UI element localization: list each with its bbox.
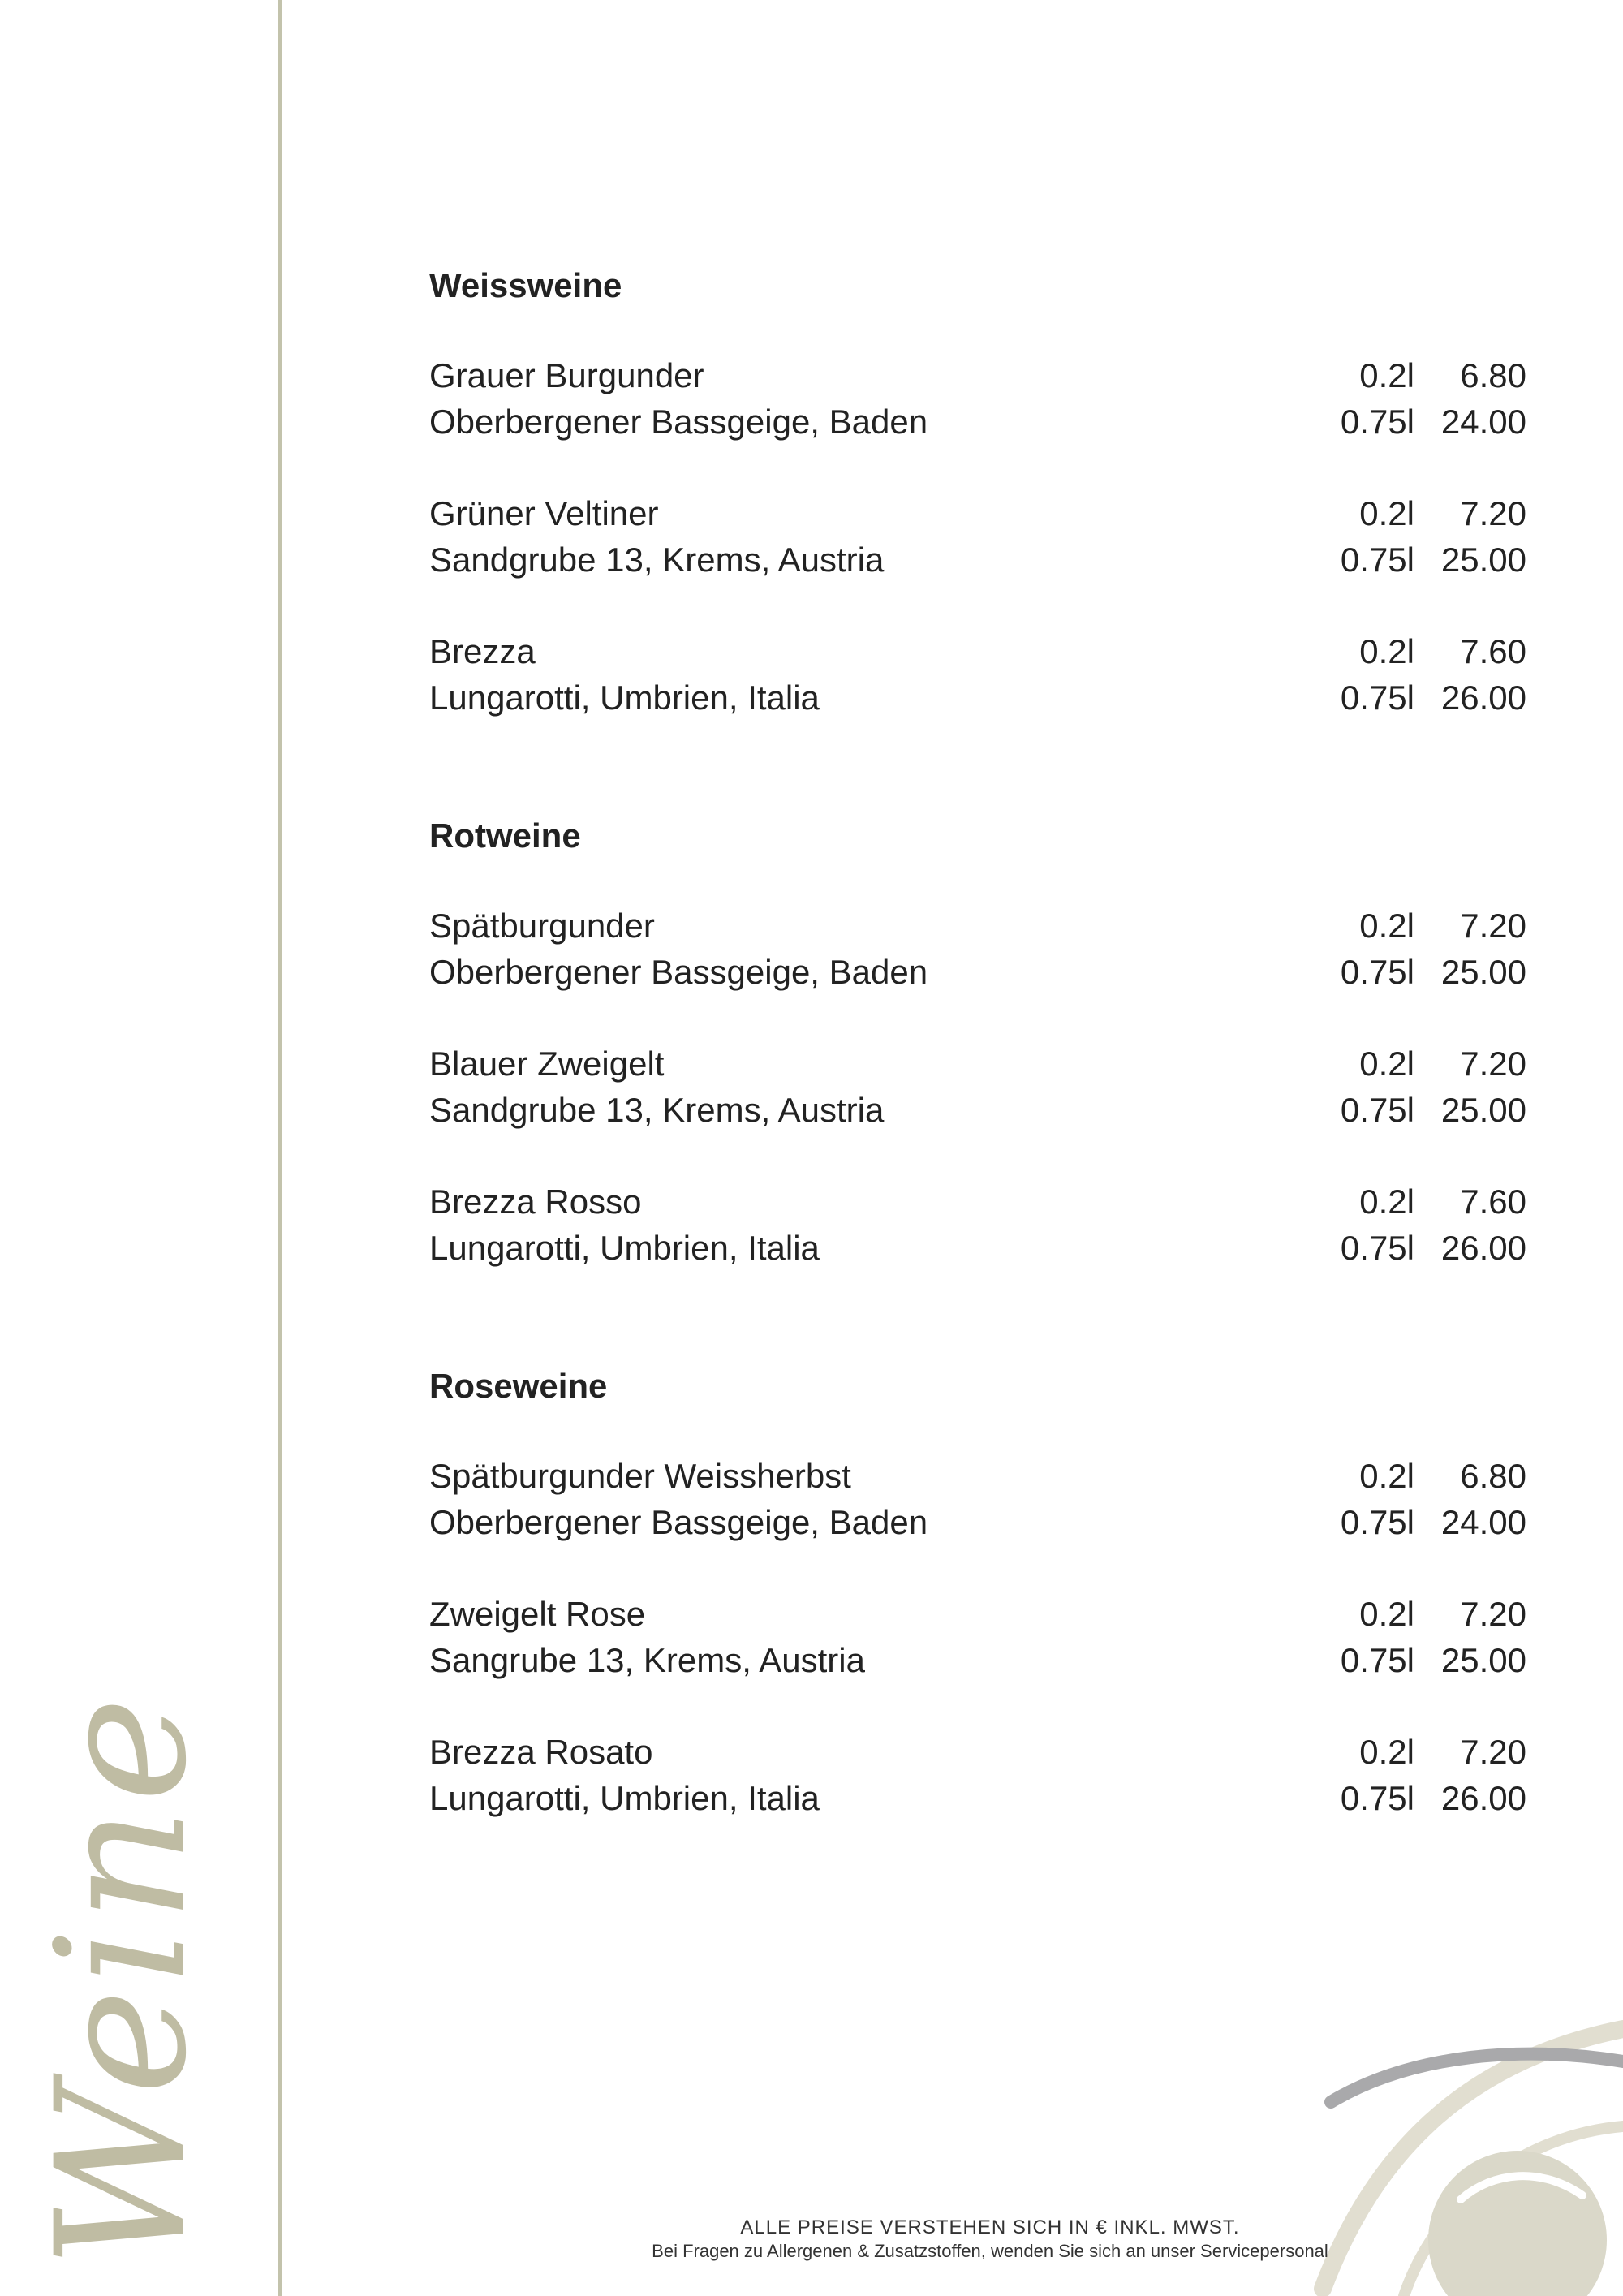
wine-item (429, 352, 1526, 445)
vertical-page-title: Weine (18, 1691, 226, 2269)
wine-name: Grauer Burgunder (429, 356, 704, 394)
wine-row-small (429, 1591, 1526, 1637)
wine-row-large (429, 398, 1526, 445)
wine-item (429, 1453, 1526, 1545)
wine-origin: Sandgrube 13, Krems, Austria (429, 541, 885, 579)
vertical-divider (278, 0, 282, 2296)
wine-origin: Sandgrube 13, Krems, Austria (429, 1091, 885, 1129)
wine-origin: Lungarotti, Umbrien, Italia (429, 1229, 820, 1267)
wine-row-small (429, 1040, 1526, 1087)
wine-row-large (429, 949, 1526, 995)
volume-small: 0.2l (1359, 632, 1414, 670)
wine-row-small (429, 902, 1526, 949)
price-small: 7.20 (1460, 1595, 1526, 1633)
section-title: Roseweine (429, 1367, 608, 1405)
wine-row-large (429, 1637, 1526, 1683)
wine-row-large (429, 674, 1526, 721)
wine-name: Brezza Rosato (429, 1733, 653, 1771)
volume-small: 0.2l (1359, 1457, 1414, 1495)
wine-name: Brezza (429, 632, 536, 670)
footer-allergen-note: Bei Fragen zu Allergenen & Zusatzstoffen, wenden Sie sich an unser Servicepersonal (652, 2241, 1328, 2261)
section-rotweine (429, 810, 1526, 1271)
wine-row-small (429, 1178, 1526, 1225)
wine-row-small (429, 1453, 1526, 1499)
price-small: 6.80 (1460, 356, 1526, 394)
wine-row-small (429, 628, 1526, 674)
wine-row-small (429, 1729, 1526, 1775)
wine-name: Grüner Veltiner (429, 494, 659, 532)
volume-small: 0.2l (1359, 1182, 1414, 1221)
section-weissweine (429, 260, 1526, 721)
volume-large: 0.75l (1340, 1641, 1414, 1679)
price-large: 26.00 (1440, 678, 1526, 717)
price-large: 25.00 (1440, 541, 1526, 579)
wine-origin: Oberbergener Bassgeige, Baden (429, 403, 928, 441)
wine-name: Spätburgunder Weissherbst (429, 1457, 851, 1495)
price-small: 7.20 (1460, 494, 1526, 532)
wine-origin: Oberbergener Bassgeige, Baden (429, 1503, 928, 1541)
wine-origin: Lungarotti, Umbrien, Italia (429, 678, 820, 717)
wine-row-large (429, 536, 1526, 583)
price-large: 26.00 (1440, 1779, 1526, 1817)
wine-origin: Sangrube 13, Krems, Austria (429, 1641, 865, 1679)
volume-small: 0.2l (1359, 907, 1414, 945)
price-large: 25.00 (1440, 1091, 1526, 1129)
wine-name: Spätburgunder (429, 907, 655, 945)
wine-row-large (429, 1225, 1526, 1271)
wine-row-small (429, 490, 1526, 536)
price-small: 7.20 (1460, 907, 1526, 945)
volume-large: 0.75l (1340, 1091, 1414, 1129)
price-small: 7.60 (1460, 1182, 1526, 1221)
price-large: 25.00 (1440, 1641, 1526, 1679)
price-large: 24.00 (1440, 403, 1526, 441)
wine-row-small (429, 352, 1526, 398)
section-roseweine (429, 1360, 1526, 1821)
volume-small: 0.2l (1359, 1045, 1414, 1083)
price-small: 7.60 (1460, 632, 1526, 670)
volume-small: 0.2l (1359, 1733, 1414, 1771)
footer (568, 2216, 1412, 2263)
volume-small: 0.2l (1359, 1595, 1414, 1633)
volume-large: 0.75l (1340, 953, 1414, 991)
wine-row-large (429, 1087, 1526, 1133)
wine-item (429, 1178, 1526, 1271)
wine-name: Brezza Rosso (429, 1182, 642, 1221)
wine-name: Zweigelt Rose (429, 1595, 646, 1633)
price-small: 7.20 (1460, 1045, 1526, 1083)
section-title: Rotweine (429, 816, 581, 855)
price-small: 6.80 (1460, 1457, 1526, 1495)
volume-small: 0.2l (1359, 494, 1414, 532)
volume-large: 0.75l (1340, 403, 1414, 441)
wine-item (429, 1729, 1526, 1821)
volume-large: 0.75l (1340, 1779, 1414, 1817)
footer-price-note: ALLE PREISE VERSTEHEN SICH IN € INKL. MWST. (740, 2216, 1240, 2238)
volume-large: 0.75l (1340, 541, 1414, 579)
price-large: 26.00 (1440, 1229, 1526, 1267)
price-large: 24.00 (1440, 1503, 1526, 1541)
wine-origin: Lungarotti, Umbrien, Italia (429, 1779, 820, 1817)
wine-row-large (429, 1775, 1526, 1821)
wine-item (429, 490, 1526, 583)
wine-item (429, 628, 1526, 721)
section-title: Weissweine (429, 266, 622, 304)
wine-item (429, 1591, 1526, 1683)
wine-row-large (429, 1499, 1526, 1545)
price-small: 7.20 (1460, 1733, 1526, 1771)
wine-origin: Oberbergener Bassgeige, Baden (429, 953, 928, 991)
volume-large: 0.75l (1340, 1229, 1414, 1267)
wine-item (429, 1040, 1526, 1133)
wine-menu (429, 260, 1526, 1910)
volume-small: 0.2l (1359, 356, 1414, 394)
volume-large: 0.75l (1340, 678, 1414, 717)
wine-item (429, 902, 1526, 995)
wine-name: Blauer Zweigelt (429, 1045, 665, 1083)
volume-large: 0.75l (1340, 1503, 1414, 1541)
price-large: 25.00 (1440, 953, 1526, 991)
